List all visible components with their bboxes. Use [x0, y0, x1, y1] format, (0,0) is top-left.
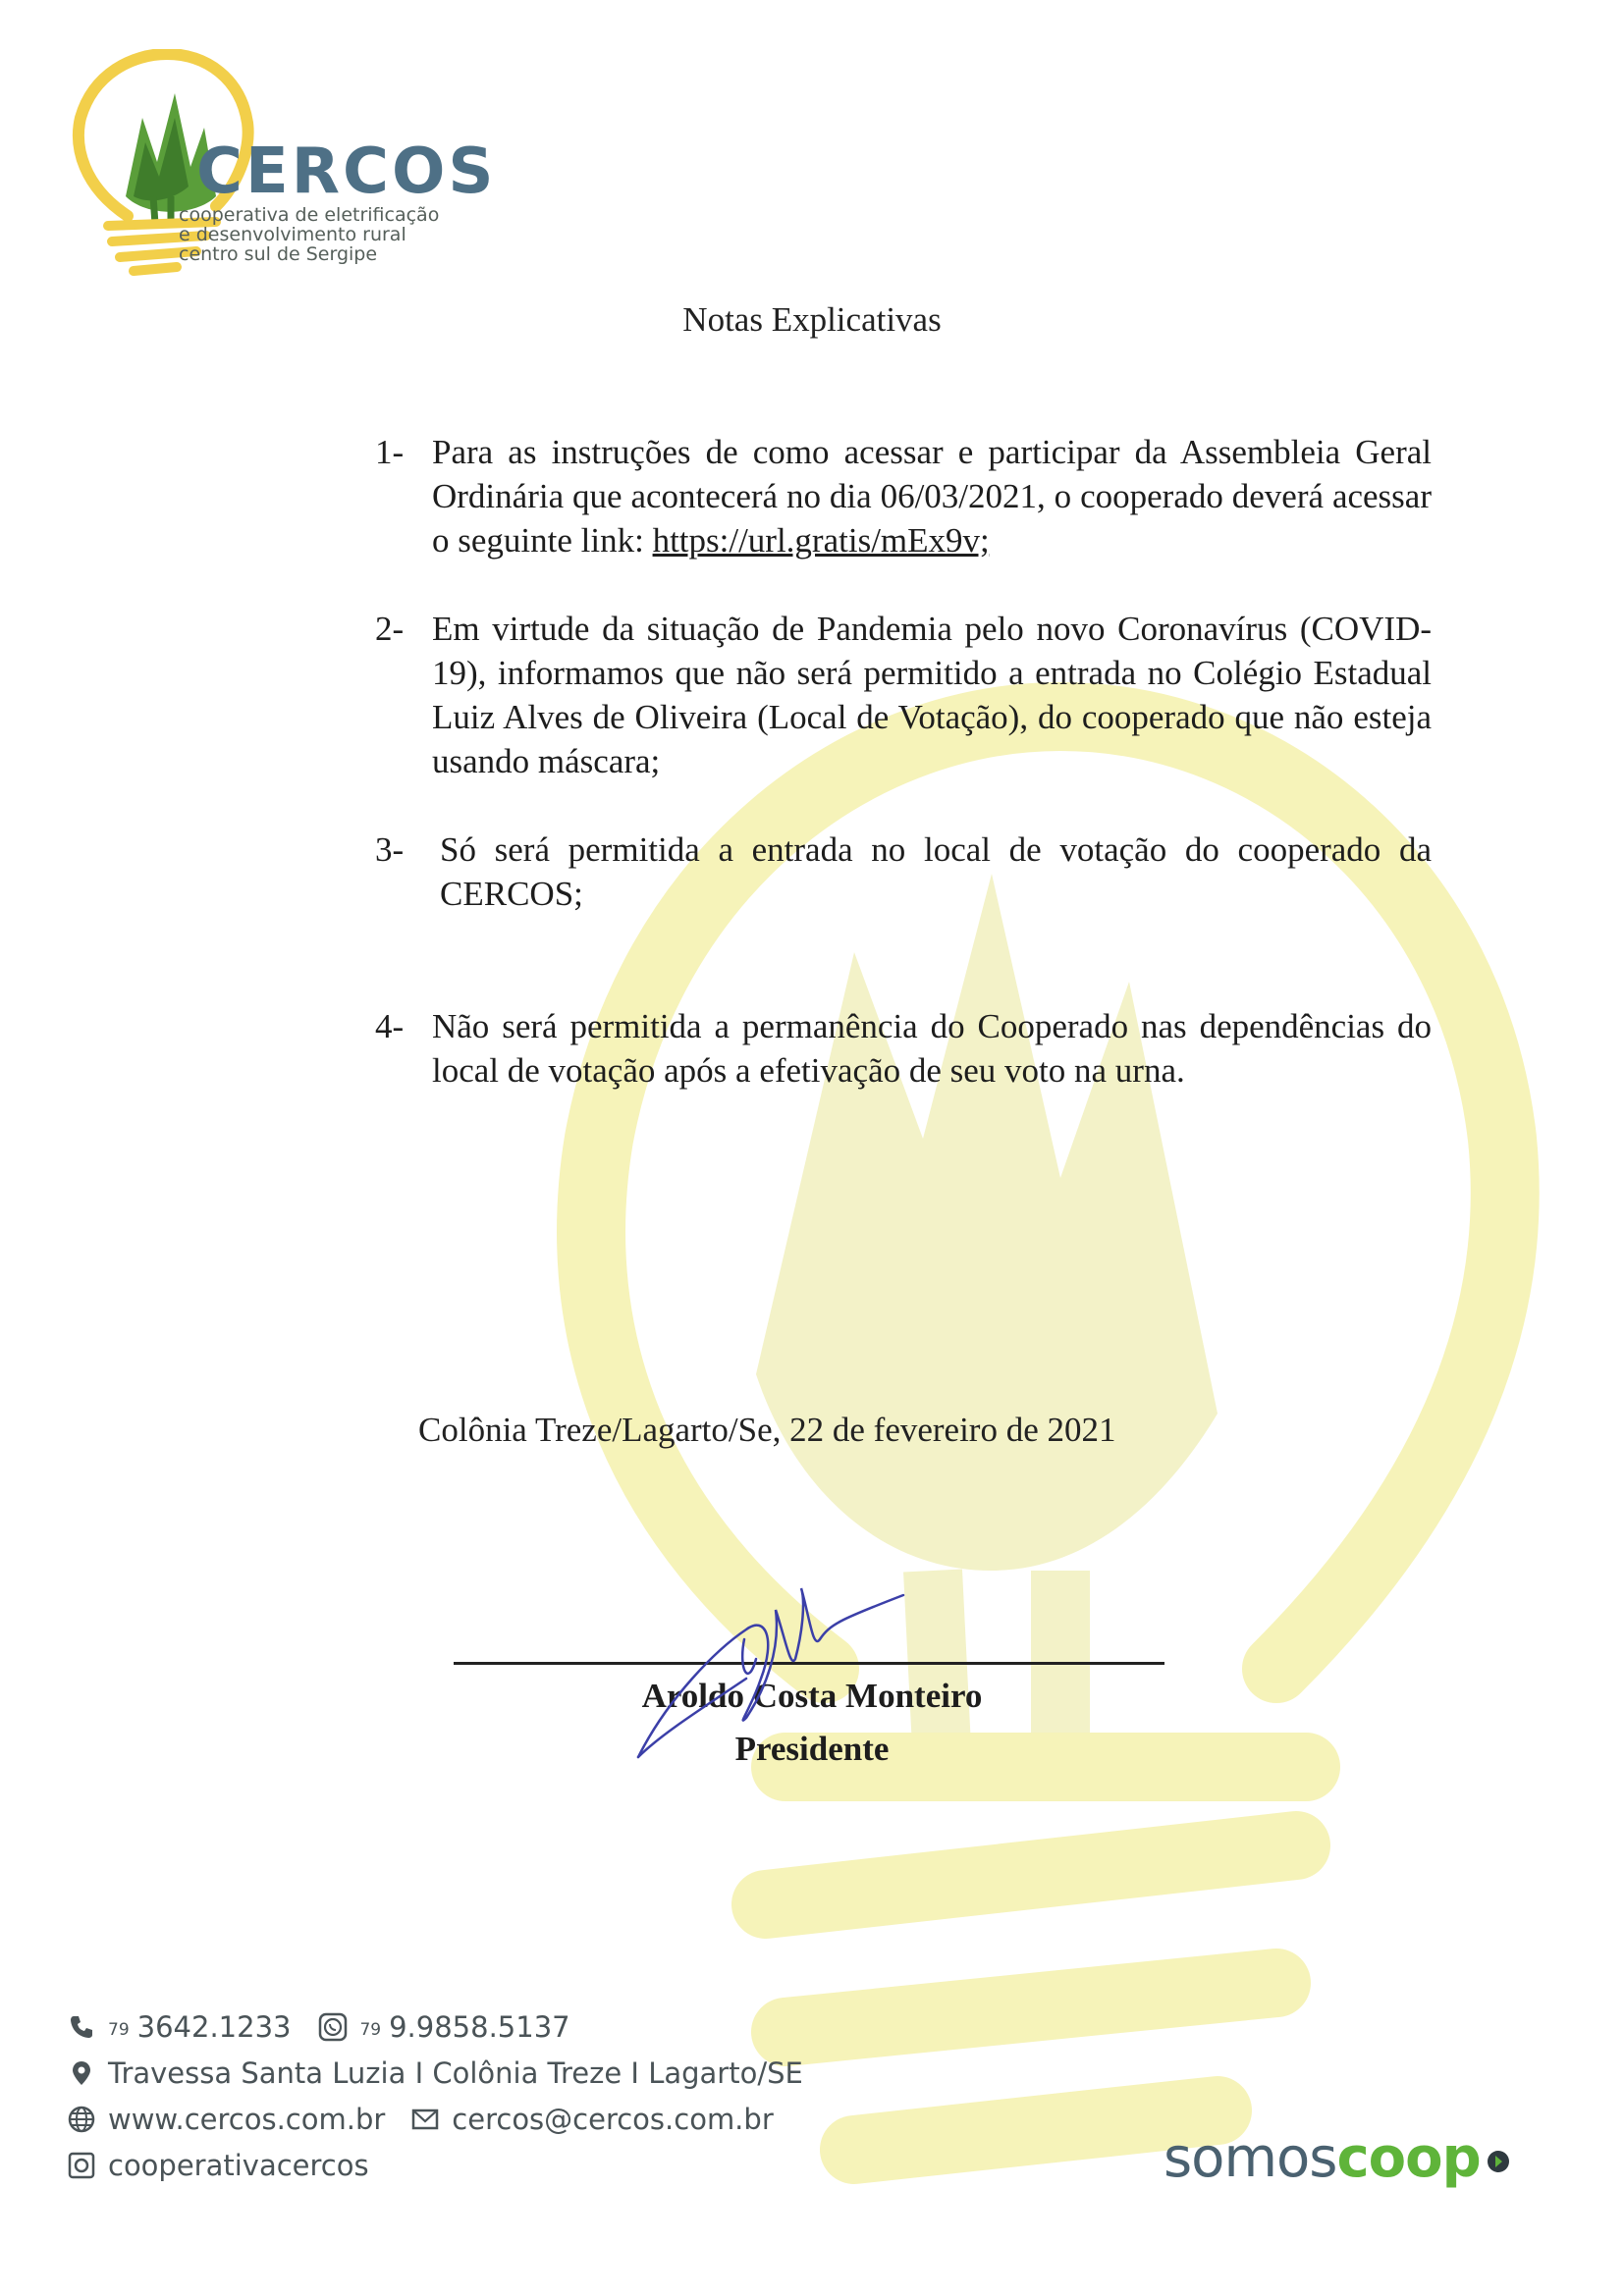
item-text-body: Para as instruções de como acessar e participar da Assembleia Geral Ordinária que acontecerá no dia 06/03/2021, o cooperado deverá acessar o seguinte link:	[432, 433, 1432, 560]
phone-ddd: 79	[108, 2020, 130, 2040]
address-row	[67, 2056, 803, 2090]
list-item	[375, 1004, 1432, 1093]
whatsapp-icon	[318, 2012, 348, 2042]
item-number: 4-	[375, 1007, 405, 1045]
document-title: Notas Explicativas	[682, 300, 942, 339]
cercos-logo	[69, 49, 497, 285]
handwritten-signature	[628, 1571, 913, 1777]
logo-tagline-1: cooperativa de eletrificação	[179, 204, 440, 226]
item-number: 1-	[375, 433, 405, 471]
coop-text: coop	[1336, 2126, 1481, 2190]
web-row	[67, 2103, 774, 2136]
coop-arrow-icon	[1487, 2150, 1510, 2173]
signer-role: Presidente	[734, 1730, 890, 1768]
phone-row	[67, 2010, 570, 2044]
phone-icon	[67, 2012, 96, 2042]
list-item	[375, 828, 1432, 916]
website-link[interactable]: www.cercos.com.br	[108, 2103, 386, 2136]
whatsapp-number: 9.9858.5137	[389, 2010, 570, 2044]
email-icon	[410, 2105, 440, 2134]
item-number: 3-	[375, 830, 405, 869]
logo-brand: CERCOS	[196, 135, 497, 208]
location-pin-icon	[67, 2058, 96, 2088]
globe-icon	[67, 2105, 96, 2134]
place-date: Colônia Treze/Lagarto/Se, 22 de fevereiro de 2021	[418, 1411, 1116, 1449]
item-text: Não será permitida a permanência do Cooperado nas dependências do local de votação após a efetivação de seu voto na urna.	[432, 1007, 1432, 1090]
whatsapp-ddd: 79	[359, 2020, 382, 2040]
item-text: Em virtude da situação de Pandemia pelo novo Coronavírus (COVID-19), informamos que não será permitido a entrada no Colégio Estadual Luiz Alves de Oliveira (Local de Votação), do cooperado que não esteja usando máscara;	[432, 610, 1432, 780]
instagram-handle[interactable]: cooperativacercos	[108, 2149, 369, 2182]
somos-text: somos	[1164, 2126, 1337, 2190]
address: Travessa Santa Luzia I Colônia Treze I Lagarto/SE	[108, 2056, 803, 2090]
list-item	[375, 607, 1432, 783]
logo-tagline-3: centro sul de Sergipe	[179, 243, 378, 265]
instagram-row	[67, 2149, 369, 2182]
phone-number: 3642.1233	[136, 2010, 292, 2044]
logo-tagline-2: e desenvolvimento rural	[179, 224, 406, 245]
item-text	[432, 430, 1432, 562]
item-number: 2-	[375, 610, 405, 648]
assembly-link[interactable]: https://url.gratis/mEx9v;	[652, 521, 990, 560]
signer-name: Aroldo Costa Monteiro	[641, 1677, 983, 1715]
item-text: Só será permitida a entrada no local de votação do cooperado da CERCOS;	[440, 830, 1432, 913]
somoscoop-logo	[1164, 2126, 1510, 2190]
list-item	[375, 430, 1432, 562]
email-link[interactable]: cercos@cercos.com.br	[452, 2103, 774, 2136]
instagram-icon	[67, 2151, 96, 2180]
